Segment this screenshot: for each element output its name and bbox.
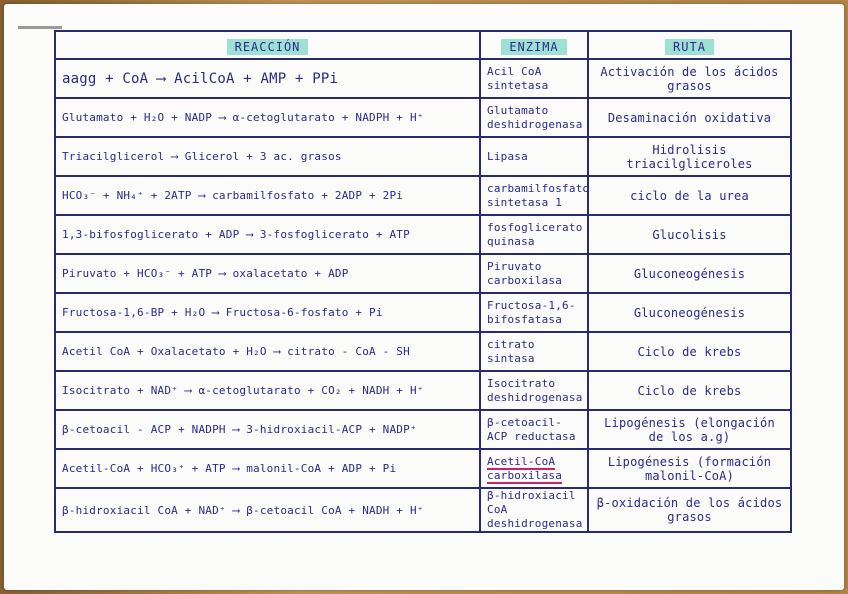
route-cell: Lipogénesis (formación malonil-CoA) [588, 449, 791, 488]
reaction-cell: HCO₃⁻ + NH₄⁺ + 2ATP ⟶ carbamilfosfato + 2ADP + 2Pi [55, 176, 480, 215]
reaction-cell: Piruvato + HCO₃⁻ + ATP ⟶ oxalacetato + ADP [55, 254, 480, 293]
reaction-cell: β-hidroxiacil CoA + NAD⁺ ⟶ β-cetoacil CoA + NADH + H⁺ [55, 488, 480, 532]
reaction-cell: Isocitrato + NAD⁺ ⟶ α-cetoglutarato + CO₂ + NADH + H⁺ [55, 371, 480, 410]
table-row [55, 293, 791, 332]
table-row [55, 254, 791, 293]
header-route-label: RUTA [665, 39, 714, 55]
route-cell: Activación de los ácidos grasos [588, 59, 791, 98]
table-row [55, 137, 791, 176]
header-enzyme-label: ENZIMA [501, 39, 566, 55]
header-row [55, 31, 791, 59]
enzyme-cell [480, 449, 588, 488]
table-row [55, 410, 791, 449]
route-cell: Gluconeogénesis [588, 293, 791, 332]
enzyme-underlined-text: Acetil-CoA carboxilasa [487, 454, 563, 482]
reaction-cell: aagg + CoA ⟶ AcilCoA + AMP + PPi [55, 59, 480, 98]
route-cell: Glucolisis [588, 215, 791, 254]
route-cell: Desaminación oxidativa [588, 98, 791, 137]
enzyme-cell: β-cetoacil-ACP reductasa [480, 410, 588, 449]
reaction-cell: β-cetoacil - ACP + NADPH ⟶ 3-hidroxiacil-ACP + NADP⁺ [55, 410, 480, 449]
enzyme-cell: citrato sintasa [480, 332, 588, 371]
route-cell: Hidrolisis triacilgliceroles [588, 137, 791, 176]
enzyme-cell: Acil CoA sintetasa [480, 59, 588, 98]
header-route [588, 31, 791, 59]
route-cell: ciclo de la urea [588, 176, 791, 215]
table-row [55, 215, 791, 254]
enzyme-cell: β-hidroxiacil CoA deshidrogenasa [480, 488, 588, 532]
reaction-cell: 1,3-bifosfoglicerato + ADP ⟶ 3-fosfoglicerato + ATP [55, 215, 480, 254]
enzyme-cell: Glutamato deshidrogenasa [480, 98, 588, 137]
reaction-cell: Fructosa-1,6-BP + H₂O ⟶ Fructosa-6-fosfato + Pi [55, 293, 480, 332]
route-cell: Ciclo de krebs [588, 371, 791, 410]
reaction-cell: Acetil-CoA + HCO₃⁺ + ATP ⟶ malonil-CoA + ADP + Pi [55, 449, 480, 488]
route-cell: Ciclo de krebs [588, 332, 791, 371]
enzyme-cell: Lipasa [480, 137, 588, 176]
route-cell: β-oxidación de los ácidos grasos [588, 488, 791, 532]
header-enzyme [480, 31, 588, 59]
paper-edge-mark [18, 26, 62, 29]
enzyme-cell: Isocitrato deshidrogenasa [480, 371, 588, 410]
table-row [55, 488, 791, 532]
table-row [55, 449, 791, 488]
route-cell: Gluconeogénesis [588, 254, 791, 293]
enzyme-cell: Fructosa-1,6-bifosfatasa [480, 293, 588, 332]
enzyme-cell: fosfoglicerato quinasa [480, 215, 588, 254]
table-row [55, 176, 791, 215]
reaction-cell: Acetil CoA + Oxalacetato + H₂O ⟶ citrato - CoA - SH [55, 332, 480, 371]
reaction-cell: Glutamato + H₂O + NADP ⟶ α-cetoglutarato + NADPH + H⁺ [55, 98, 480, 137]
header-reaction [55, 31, 480, 59]
enzyme-cell: Piruvato carboxilasa [480, 254, 588, 293]
table-row [55, 59, 791, 98]
header-reaction-label: REACCIÓN [227, 39, 309, 55]
table-row [55, 98, 791, 137]
route-cell: Lipogénesis (elongación de los a.g) [588, 410, 791, 449]
reaction-cell: Triacilglicerol ⟶ Glicerol + 3 ac. grasos [55, 137, 480, 176]
reaction-table [54, 30, 792, 533]
table-row [55, 332, 791, 371]
enzyme-cell: carbamilfosfato sintetasa 1 [480, 176, 588, 215]
table-row [55, 371, 791, 410]
